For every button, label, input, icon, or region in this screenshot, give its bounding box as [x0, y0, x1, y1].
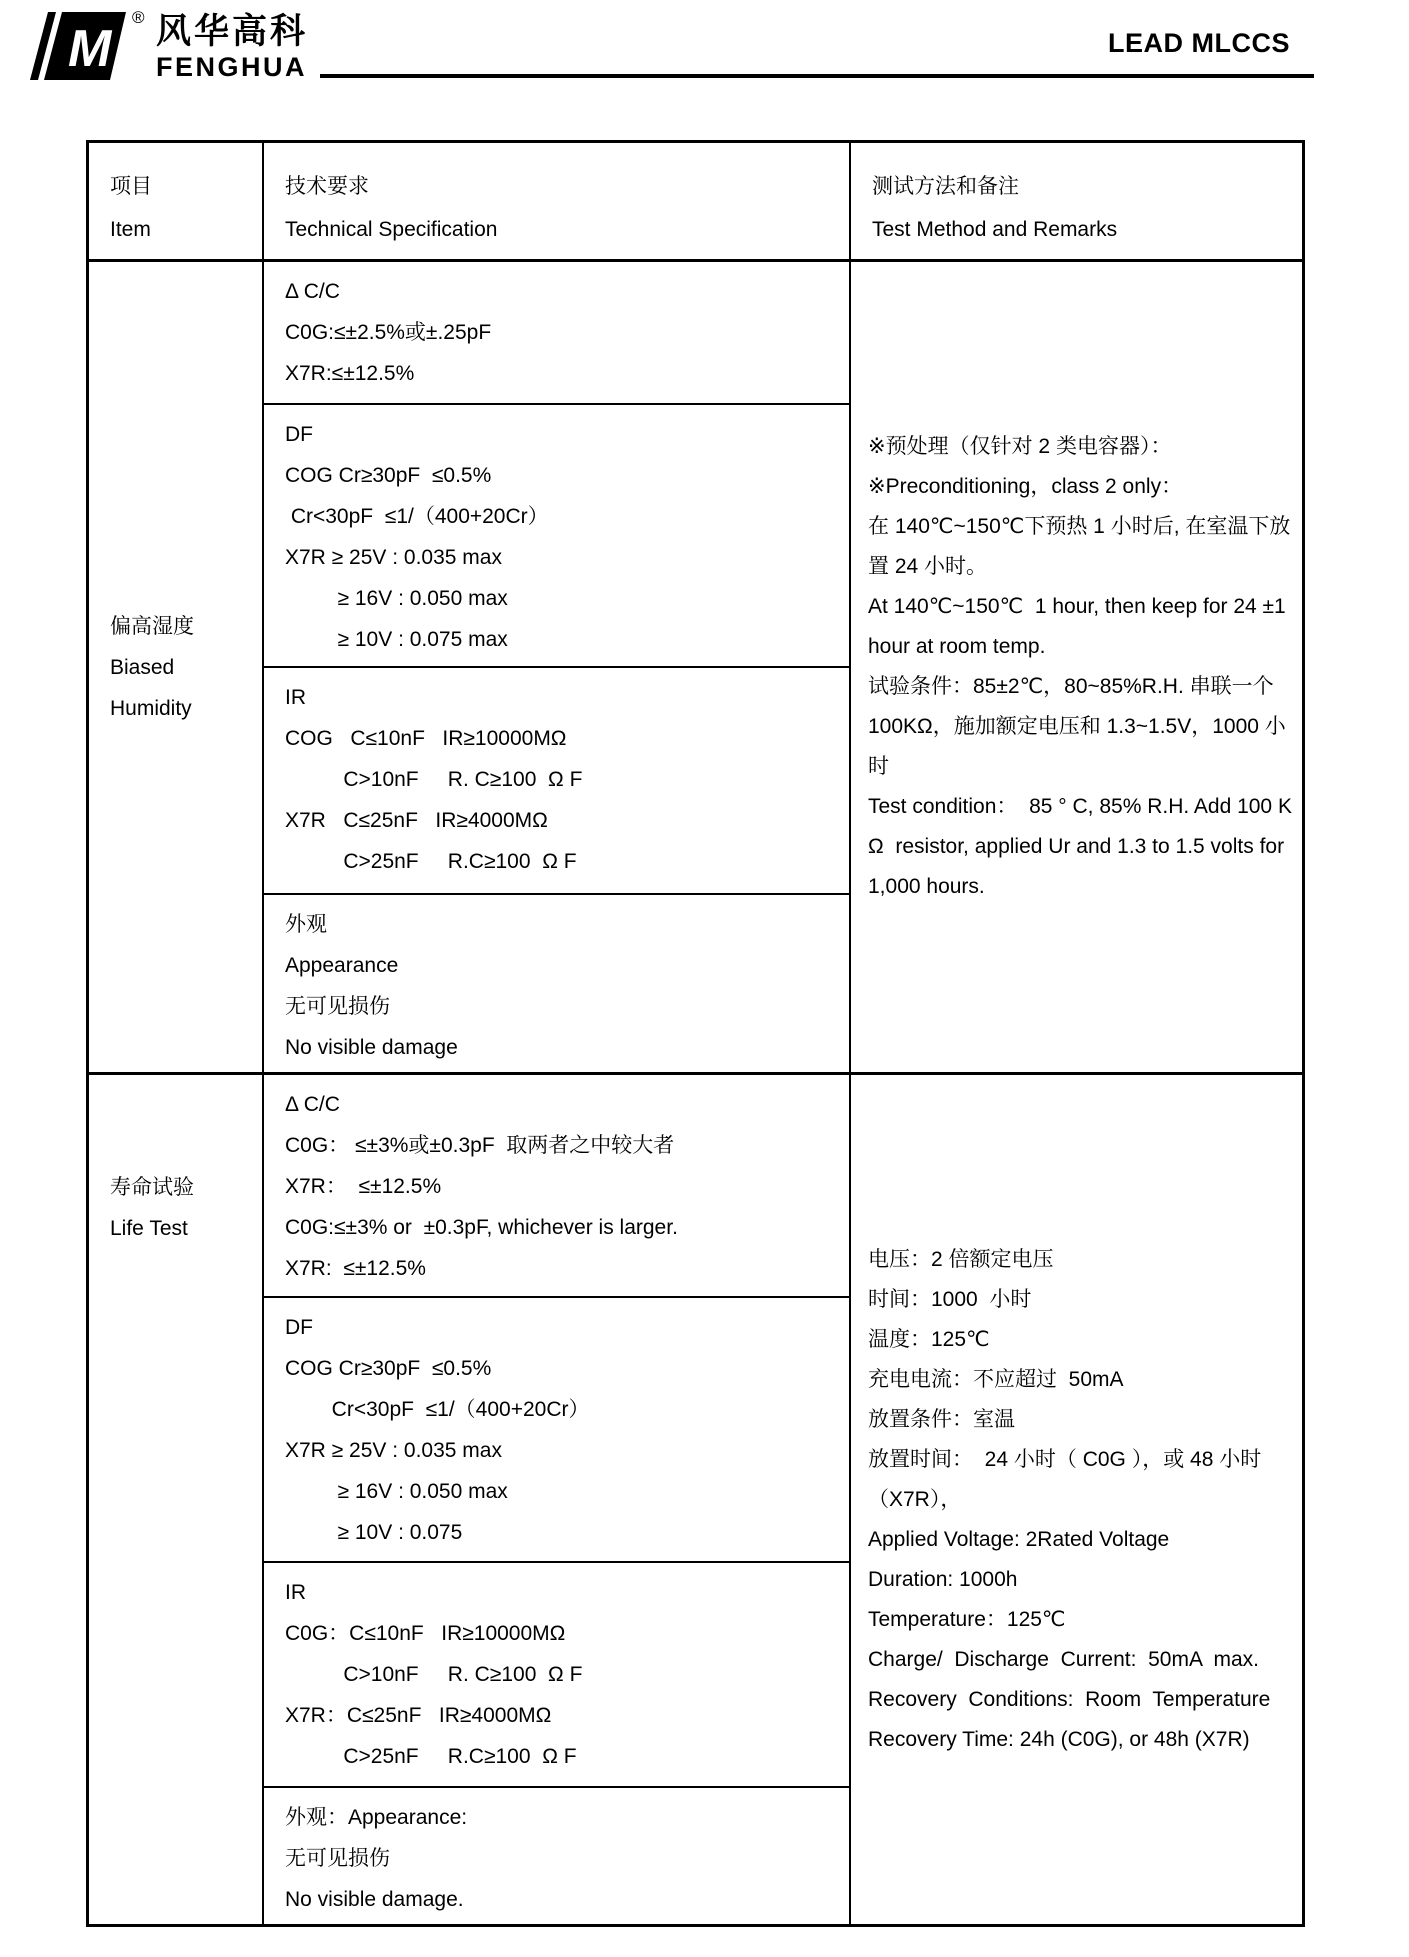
spec-line: C>25nF R.C≥100 Ω F — [285, 850, 577, 873]
spec-subcell-appearance — [264, 895, 849, 1072]
header-item-cn: 项目 — [110, 175, 152, 198]
spec-subcell-delta-cc — [264, 1075, 849, 1298]
spec-line: X7R ≥ 25V : 0.035 max — [285, 546, 502, 569]
method-line: 100KΩ，施加额定电压和 1.3~1.5V，1000 小 — [868, 715, 1286, 738]
table-row-biased-humidity — [89, 262, 1302, 1075]
spec-line: C>10nF R. C≥100 Ω F — [285, 768, 583, 791]
spec-subcell-delta-cc — [264, 262, 849, 405]
method-line: 充电电流：不应超过 50mA — [868, 1367, 1124, 1391]
method-line: （X7R）， — [868, 1487, 962, 1511]
spec-line: DF — [285, 423, 313, 446]
spec-line: X7R： ≤±12.5% — [285, 1175, 442, 1198]
spec-subcell-ir — [264, 1563, 849, 1788]
spec-lines — [285, 1084, 841, 1289]
method-lines — [868, 427, 1294, 907]
page-header — [0, 0, 1409, 110]
table-header-row — [89, 143, 1302, 262]
spec-line: No visible damage — [285, 1036, 458, 1059]
header-method-cn: 测试方法和备注 — [872, 175, 1019, 198]
spec-table — [86, 140, 1305, 1927]
table-row-life-test — [89, 1075, 1302, 1924]
spec-lines — [285, 677, 841, 882]
header-cell-method — [851, 143, 1302, 259]
item-label-line: 寿命试验 — [110, 1176, 194, 1199]
spec-line: 外观 — [285, 913, 327, 936]
method-line: At 140℃~150℃ 1 hour, then keep for 24 ±1 — [868, 595, 1286, 618]
spec-line: X7R：C≤25nF IR≥4000MΩ — [285, 1704, 552, 1727]
item-label-line: Humidity — [110, 696, 192, 720]
spec-line: IR — [285, 1581, 306, 1604]
header-rule — [320, 74, 1314, 78]
method-line: Ω resistor, applied Ur and 1.3 to 1.5 volts for — [868, 835, 1285, 858]
method-line: hour at room temp. — [868, 635, 1046, 658]
spec-line: C0G:≤±2.5%或±.25pF — [285, 321, 492, 344]
method-line: 置 24 小时。 — [868, 555, 988, 578]
spec-line: X7R C≤25nF IR≥4000MΩ — [285, 809, 548, 832]
brand-name-chinese: 风华高科 — [156, 12, 309, 51]
spec-line: COG Cr≥30pF ≤0.5% — [285, 1357, 492, 1380]
header-method-en: Test Method and Remarks — [872, 218, 1118, 241]
spec-line: C>10nF R. C≥100 Ω F — [285, 1663, 583, 1686]
item-label-line: 偏高湿度 — [110, 614, 194, 638]
method-line: 时 — [868, 755, 889, 778]
spec-line: C0G： ≤±3%或±0.3pF 取两者之中较大者 — [285, 1134, 675, 1157]
item-cell-biased-humidity — [89, 262, 264, 1072]
spec-line: 外观：Appearance: — [285, 1806, 468, 1829]
header-cell-item — [89, 143, 264, 259]
item-label-line: Biased — [110, 655, 175, 679]
spec-line: ≥ 16V : 0.050 max — [285, 1480, 508, 1503]
item-label-line: Life Test — [110, 1217, 188, 1240]
header-spec-cn: 技术要求 — [285, 175, 369, 198]
spec-lines — [285, 414, 841, 660]
method-line: Recovery Time: 24h (C0G), or 48h (X7R) — [868, 1727, 1250, 1751]
spec-line: Appearance — [285, 954, 399, 977]
spec-line: ≥ 16V : 0.050 max — [285, 587, 508, 610]
method-line: Recovery Conditions: Room Temperature — [868, 1687, 1271, 1711]
spec-line: 无可见损伤 — [285, 1847, 390, 1870]
method-line: Charge/ Discharge Current: 50mA max. — [868, 1647, 1259, 1671]
method-line: Test condition： 85 ° C, 85% R.H. Add 100 K — [868, 795, 1292, 818]
spec-line: C>25nF R.C≥100 Ω F — [285, 1745, 577, 1768]
spec-line: X7R: ≤±12.5% — [285, 1257, 426, 1280]
spec-line: C0G:≤±3% or ±0.3pF, whichever is larger. — [285, 1216, 678, 1239]
method-line: ※Preconditioning，class 2 only： — [868, 475, 1183, 498]
spec-subcell-df — [264, 405, 849, 668]
spec-cell-group-biased-humidity — [264, 262, 851, 1072]
spec-subcell-df — [264, 1298, 849, 1563]
method-line: 放置条件：室温 — [868, 1407, 1015, 1431]
item-cell-life-test — [89, 1075, 264, 1924]
method-line: Applied Voltage: 2Rated Voltage — [868, 1527, 1170, 1551]
spec-lines — [285, 904, 841, 1068]
method-cell-biased-humidity — [851, 262, 1302, 1072]
method-line: 1,000 hours. — [868, 875, 985, 898]
spec-line: Cr<30pF ≤1/（400+20Cr） — [285, 1398, 590, 1421]
registered-trademark-icon: ® — [132, 8, 145, 27]
spec-line: ≥ 10V : 0.075 max — [285, 628, 508, 651]
method-line: 在 140℃~150℃下预热 1 小时后, 在室温下放 — [868, 515, 1291, 538]
spec-line: Δ C/C — [285, 280, 340, 303]
spec-line: 无可见损伤 — [285, 995, 390, 1018]
item-label-lines — [89, 262, 262, 1072]
doc-title: LEAD MLCCS — [1108, 28, 1290, 58]
spec-lines — [285, 271, 841, 394]
spec-line: X7R:≤±12.5% — [285, 362, 415, 385]
header-item-en: Item — [110, 218, 151, 241]
method-line: 时间：1000 小时 — [868, 1287, 1032, 1311]
spec-line: COG C≤10nF IR≥10000MΩ — [285, 727, 567, 750]
spec-line: Δ C/C — [285, 1093, 340, 1116]
method-line: 温度：125℃ — [868, 1327, 990, 1351]
method-line: Duration: 1000h — [868, 1567, 1018, 1591]
spec-line: Cr<30pF ≤1/（400+20Cr） — [285, 505, 549, 528]
spec-lines — [285, 1797, 841, 1920]
spec-line: No visible damage. — [285, 1888, 464, 1911]
spec-line: IR — [285, 686, 306, 709]
method-line: 电压：2 倍额定电压 — [868, 1247, 1054, 1271]
header-cell-spec — [264, 143, 851, 259]
spec-line: ≥ 10V : 0.075 — [285, 1521, 463, 1544]
spec-line: DF — [285, 1316, 313, 1339]
spec-cell-group-life-test — [264, 1075, 851, 1924]
method-lines — [868, 1240, 1294, 1760]
header-spec-en: Technical Specification — [285, 218, 498, 241]
spec-subcell-appearance — [264, 1788, 849, 1924]
spec-lines — [285, 1307, 841, 1553]
method-line: ※预处理（仅针对 2 类电容器）： — [868, 435, 1172, 458]
spec-line: X7R ≥ 25V : 0.035 max — [285, 1439, 502, 1462]
spec-lines — [285, 1572, 841, 1777]
spec-line: C0G：C≤10nF IR≥10000MΩ — [285, 1622, 566, 1645]
method-line: 放置时间： 24 小时（ C0G ），或 48 小时 — [868, 1447, 1262, 1471]
svg-text:M: M — [68, 20, 112, 78]
spec-subcell-ir — [264, 668, 849, 895]
brand-name-english: FENGHUA — [156, 52, 307, 82]
spec-line: COG Cr≥30pF ≤0.5% — [285, 464, 492, 487]
item-label-lines — [89, 1075, 262, 1924]
method-line: 试验条件：85±2℃，80~85%R.H. 串联一个 — [868, 675, 1274, 698]
method-cell-life-test — [851, 1075, 1302, 1924]
method-line: Temperature：125℃ — [868, 1607, 1066, 1631]
